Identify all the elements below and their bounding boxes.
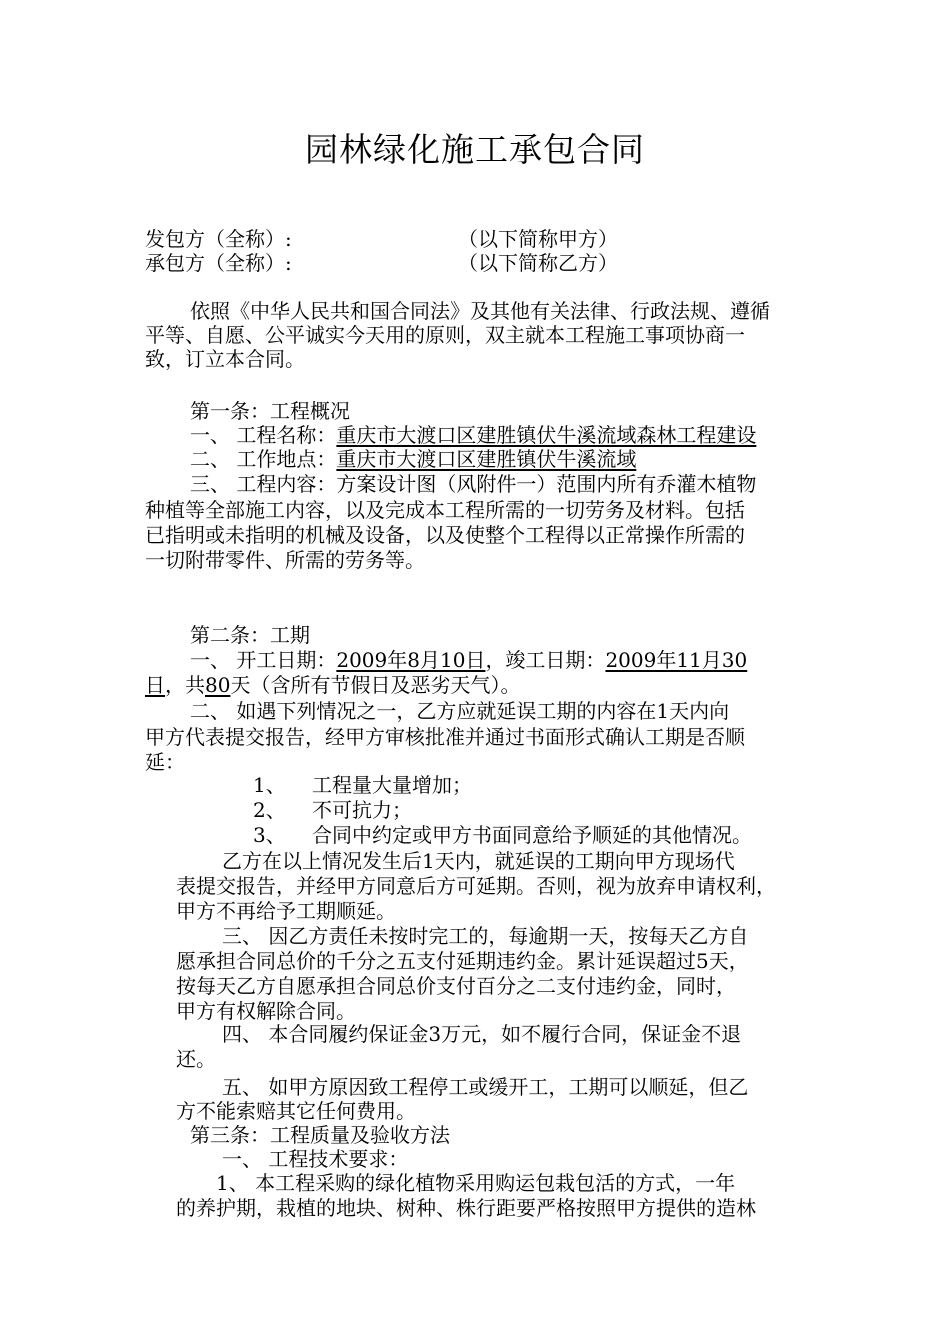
project-name-label: 一、 工程名称： [190, 423, 337, 447]
delay-item-text: 工程量大量增加； [312, 773, 472, 797]
penalty-line: 愿承担合同总价的千分之五支付延期违约金。累计延误超过5天， [176, 949, 749, 973]
penalty-line: 三、 因乙方责任未按时完工的，每逾期一天，按每天乙方自 [222, 924, 749, 948]
project-site-value: 重庆市大渡口区建胜镇伏牛溪流域 [336, 447, 637, 471]
delay-item-number: 3、 [253, 823, 286, 847]
employer-note: （以下简称甲方） [458, 227, 618, 251]
schedule-total-line [145, 672, 520, 698]
delay-report-line: 甲方不再给予工期顺延。 [176, 899, 396, 923]
project-name-line [190, 422, 756, 448]
document-title: 园林绿化施工承包合同 [305, 130, 645, 169]
stoppage-line: 方不能索赔其它任何费用。 [176, 1099, 416, 1123]
project-content-line: 种植等全部施工内容，以及完成本工程所需的一切劳务及材料。包括 [145, 498, 745, 522]
preamble-line: 平等、自愿、公平诚实今天用的原则，双主就本工程施工事项协商一 [145, 323, 745, 347]
contractor-label: 承包方（全称）: [145, 251, 292, 275]
delay-item-number: 2、 [253, 798, 286, 822]
delay-intro-line: 延： [145, 750, 185, 774]
delay-item-number: 1、 [253, 773, 286, 797]
article3-subheading: 一、 工程技术要求： [222, 1147, 409, 1171]
total-days-suffix: 天（含所有节假日及恶劣天气）。 [230, 673, 521, 697]
employer-label: 发包方（全称）: [145, 227, 292, 251]
preamble-line: 致，订立本合同。 [145, 347, 305, 371]
total-days-value: 80 [205, 673, 231, 697]
penalty-line: 甲方有权解除合同。 [176, 999, 356, 1023]
delay-report-line: 乙方在以上情况发生后1天内，就延误的工期向甲方现场代 [222, 849, 735, 873]
schedule-dates-line [190, 647, 747, 673]
article2-heading: 第二条：工期 [190, 623, 310, 647]
project-content-line: 一切附带零件、所需的劳务等。 [145, 548, 425, 572]
deposit-line: 还。 [176, 1047, 216, 1071]
quality-item-line: 1、 本工程采购的绿化植物采用购运包栽包活的方式，一年 [216, 1171, 736, 1195]
finish-date-label: ，竣工日期： [485, 648, 606, 672]
finish-date-value-cont: 日 [145, 673, 165, 697]
start-date-label: 一、 开工日期： [190, 648, 337, 672]
finish-date-value: 2009年11月30 [605, 648, 748, 672]
quality-item-line: 的养护期，栽植的地块、树种、株行距要严格按照甲方提供的造林 [176, 1196, 756, 1220]
start-date-value: 2009年8月10日 [336, 648, 486, 672]
project-site-label: 二、 工作地点： [190, 447, 337, 471]
total-days-label: ，共 [165, 673, 205, 697]
project-name-value: 重庆市大渡口区建胜镇伏牛溪流域森林工程建设 [336, 423, 757, 447]
contractor-note: （以下简称乙方） [458, 251, 618, 275]
delay-intro-line: 甲方代表提交报告，经甲方审核批准并通过书面形式确认工期是否顺 [145, 725, 745, 749]
stoppage-line: 五、 如甲方原因致工程停工或缓开工，工期可以顺延，但乙 [222, 1075, 749, 1099]
delay-intro-line: 二、 如遇下列情况之一，乙方应就延误工期的内容在1天内向 [190, 699, 730, 723]
project-site-line [190, 446, 636, 472]
delay-item-text: 合同中约定或甲方书面同意给予顺延的其他情况。 [312, 823, 752, 847]
delay-item-text: 不可抗力； [312, 798, 412, 822]
penalty-line: 按每天乙方自愿承担合同总价支付百分之二支付违约金，同时， [176, 974, 736, 998]
preamble-line: 依照《中华人民共和国合同法》及其他有关法律、行政法规、遵循 [190, 299, 770, 323]
deposit-line: 四、 本合同履约保证金3万元，如不履行合同，保证金不退 [222, 1022, 742, 1046]
article1-heading: 第一条：工程概况 [190, 399, 350, 423]
project-content-line: 已指明或未指明的机械及设备，以及使整个工程得以正常操作所需的 [145, 523, 745, 547]
project-content-line: 三、 工程内容：方案设计图（风附件一）范围内所有乔灌木植物 [190, 472, 757, 496]
article3-heading: 第三条：工程质量及验收方法 [190, 1123, 450, 1147]
delay-report-line: 表提交报告，并经甲方同意后方可延期。否则，视为放弃申请权利， [176, 874, 776, 898]
